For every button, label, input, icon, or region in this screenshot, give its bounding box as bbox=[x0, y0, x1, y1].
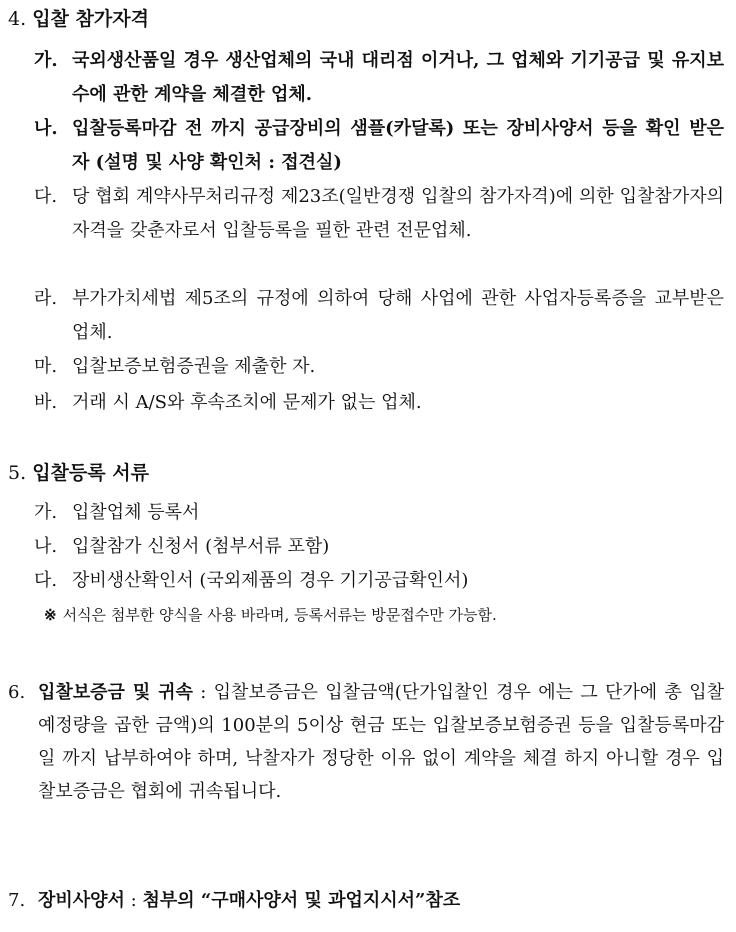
section-5-heading bbox=[8, 460, 149, 486]
item-text: 입찰업체 등록서 bbox=[72, 502, 200, 523]
item-marker: 나. bbox=[34, 118, 58, 139]
section-4-item-ra bbox=[34, 282, 724, 350]
note-text: 서식은 첨부한 양식을 사용 바라며, 등록서류는 방문접수만 가능함. bbox=[62, 606, 497, 624]
item-text: 당 협회 계약사무처리규정 제23조(일반경쟁 입찰의 참가자격)에 의한 입찰참가자의 자격을 갖춘자로서 입찰등록을 필한 관련 전문업체. bbox=[72, 186, 724, 241]
reference-mark-icon: ※ bbox=[44, 606, 57, 624]
item-marker: 마. bbox=[34, 356, 58, 377]
section-6-title: 입찰보증금 및 귀속 bbox=[38, 682, 193, 703]
item-text: 부가가치세법 제5조의 규정에 의하여 당해 사업에 관한 사업자등록증을 교부받은 업체. bbox=[72, 288, 724, 343]
section-6-number: 6. bbox=[8, 682, 26, 703]
item-marker: 다. bbox=[34, 570, 58, 591]
item-marker: 나. bbox=[34, 536, 58, 557]
item-text: 입찰등록마감 전 까지 공급장비의 샘플(카달록) 또는 장비사양서 등을 확인 받은 자 (설명 및 사양 확인처 : 접견실) bbox=[72, 118, 724, 173]
section-4-item-ga bbox=[34, 44, 724, 112]
item-marker: 바. bbox=[34, 392, 58, 413]
item-text: 국외생산품일 경우 생산업체의 국내 대리점 이거나, 그 업체와 기기공급 및 유지보수에 관한 계약을 체결한 업체. bbox=[72, 50, 724, 105]
section-7-separator: : bbox=[124, 890, 143, 911]
section-5-note bbox=[44, 604, 497, 626]
item-text: 거래 시 A/S와 후속조치에 문제가 없는 업체. bbox=[72, 392, 422, 413]
item-marker: 가. bbox=[34, 50, 58, 71]
item-text: 입찰보증보험증권을 제출한 자. bbox=[72, 356, 316, 377]
section-4-item-da bbox=[34, 180, 724, 248]
section-4-item-ba bbox=[34, 386, 724, 420]
section-7-title: 장비사양서 bbox=[38, 890, 125, 911]
section-7-body bbox=[8, 884, 724, 917]
section-5-item-ga bbox=[34, 496, 724, 530]
section-5-number: 5. bbox=[8, 462, 27, 484]
section-6-body bbox=[8, 676, 724, 808]
section-7 bbox=[8, 884, 724, 917]
section-4-item-na bbox=[34, 112, 724, 180]
section-5-item-da bbox=[34, 564, 724, 598]
item-marker: 가. bbox=[34, 502, 58, 523]
section-4-number: 4. bbox=[8, 8, 27, 30]
section-4-title: 입찰 참가자격 bbox=[32, 8, 149, 30]
section-6 bbox=[8, 676, 724, 808]
section-5-item-na bbox=[34, 530, 724, 564]
item-text: 입찰참가 신청서 (첨부서류 포함) bbox=[72, 536, 330, 557]
item-marker: 라. bbox=[34, 288, 58, 309]
section-4-heading bbox=[8, 6, 149, 32]
item-text: 장비생산확인서 (국외제품의 경우 기기공급확인서) bbox=[72, 570, 469, 591]
section-4-item-ma bbox=[34, 350, 724, 384]
section-5-title: 입찰등록 서류 bbox=[32, 462, 149, 484]
item-marker: 다. bbox=[34, 186, 58, 207]
section-6-text: 입찰보증금은 입찰금액(단가입찰인 경우 에는 그 단가에 총 입찰 예정량을 곱한 금액)의 100분의 5이상 현금 또는 입찰보증보험증권 등을 입찰등록마감일 까지 납부하여야 하며, 낙찰자가 정당한 이유 없이 계약을 체결 하지 아니할 경우 입찰보증금은 협회에 귀속됩니다. bbox=[38, 682, 724, 802]
section-6-separator: : bbox=[192, 682, 214, 703]
section-7-number: 7. bbox=[8, 890, 26, 911]
section-7-text: 첨부의 “구매사양서 및 과업지시서”참조 bbox=[142, 890, 461, 911]
